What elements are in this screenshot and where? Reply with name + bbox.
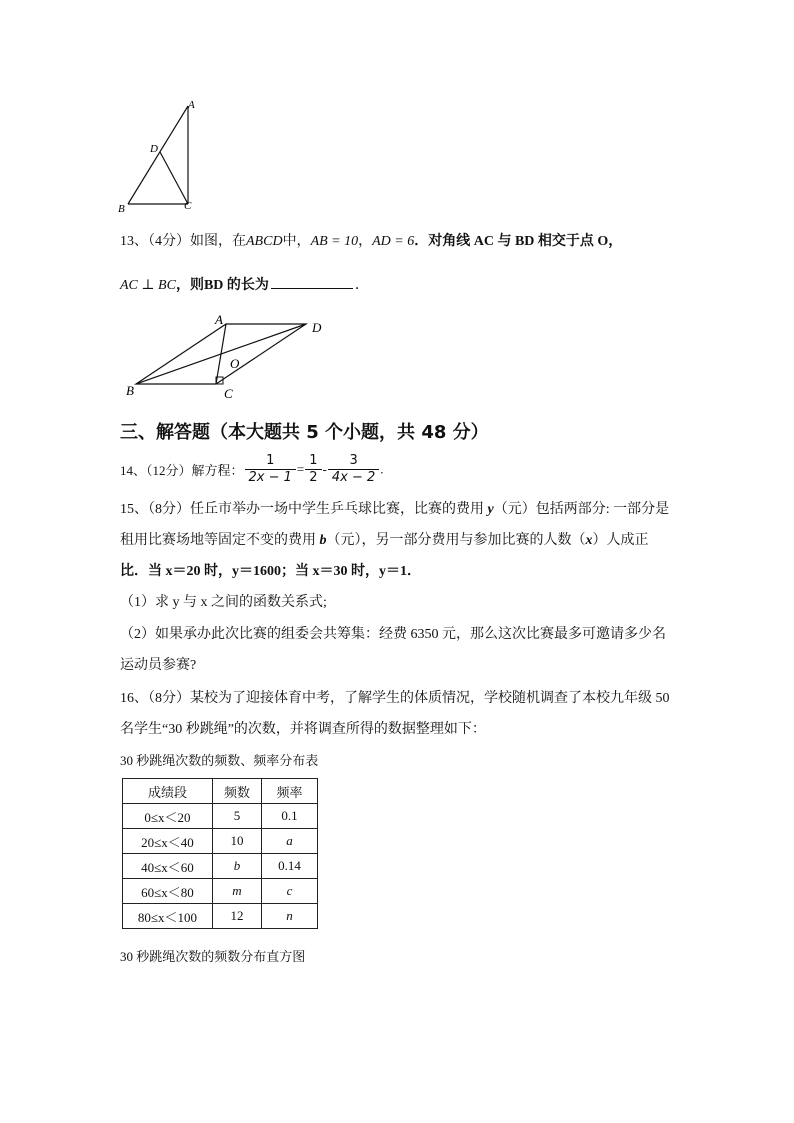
table-cell: b (213, 854, 262, 879)
table-row (123, 904, 318, 929)
table-cell: 80≤x＜100 (123, 904, 213, 929)
q15-sub1: （1）求 y 与 x 之间的函数关系式; (120, 595, 327, 610)
q15-l2-b-var: b (319, 533, 327, 548)
q14-f1-den: 2x − 1 (248, 470, 292, 485)
table-cell: n (262, 904, 318, 929)
q13-line2 (120, 274, 369, 294)
q13-end: ． (354, 278, 369, 293)
table-row (123, 879, 318, 904)
q14-line (120, 453, 384, 486)
q13-shape: ABCD (246, 234, 283, 249)
q15-sub2: （2）如果承办此次比赛的组委会共筹集：经费 6350 元，那么这次比赛最多可邀请多少名 (120, 627, 666, 642)
triangle-figure (110, 96, 210, 218)
label-a: A (188, 99, 195, 111)
q16-line2: 名学生“30 秒跳绳”的次数，并将调查所得的数据整理如下： (120, 722, 486, 737)
q13-sep: ， (358, 234, 373, 249)
q13-pts: （4分）如图，在 (148, 234, 246, 249)
q13-zhong: 中， (282, 234, 311, 249)
q15-line1 (120, 498, 669, 518)
q15-l2-b: （元），另一部分费用与参加比赛的人数（ (326, 533, 586, 548)
header-cell: 频数 (213, 779, 262, 804)
label-b: B (118, 203, 125, 215)
q15-l2-c: ）人成正 (592, 533, 649, 548)
table-cell: 60≤x＜80 (123, 879, 213, 904)
table-cell: m (213, 879, 262, 904)
table-row (123, 829, 318, 854)
frequency-table (122, 778, 318, 929)
q16-table-title: 30 秒跳绳次数的频数、频率分布表 (120, 753, 319, 768)
table-row (123, 804, 318, 829)
q14-f2-den: 2 (309, 470, 318, 485)
label-o: O (230, 356, 240, 371)
q14-fraction-3 (328, 453, 379, 486)
label-d: D (150, 143, 158, 155)
label-c: C (184, 200, 192, 212)
header-cell: 频率 (262, 779, 318, 804)
label-b: B (126, 383, 134, 398)
q15-sub2b: 运动员参赛? (120, 658, 197, 673)
q14-f1-num: 1 (245, 453, 296, 470)
table-header-row (123, 779, 318, 804)
q14-eq: = (296, 461, 305, 477)
q14-prefix: 14、（12分）解方程： (120, 463, 244, 478)
table-cell: 5 (213, 804, 262, 829)
table-cell: c (262, 879, 318, 904)
q14-f3-num: 3 (328, 453, 379, 470)
q14-f2-num: 1 (305, 453, 321, 470)
table-cell: 0.1 (262, 804, 318, 829)
q15-l2-a: 租用比赛场地等固定不变的费用 (120, 533, 320, 548)
q13-line1 (120, 230, 622, 250)
table-cell: 12 (213, 904, 262, 929)
table-cell: 0≤x＜20 (123, 804, 213, 829)
q14-fraction-1 (245, 453, 296, 486)
table-cell: 40≤x＜60 (123, 854, 213, 879)
q14-minus: - (322, 461, 327, 477)
header-cell: 成绩段 (123, 779, 213, 804)
table-cell: 10 (213, 829, 262, 854)
q15-line3: 比．当 x＝20 时，y＝1600；当 x＝30 时，y＝1． (120, 564, 421, 579)
q13-answer-blank (271, 274, 353, 289)
q13-ad: AD = 6 (372, 234, 415, 249)
parallelogram-figure (120, 312, 340, 402)
q15-l2-x: x (585, 533, 593, 548)
section-title: 三、解答题（本大题共 5 个小题，共 48 分） (120, 422, 489, 443)
q14-fraction-2 (305, 453, 321, 486)
q15-l1-b: （元）包括两部分: 一部分是 (493, 502, 670, 517)
q16-line1: 16、（8分）某校为了迎接体育中考，了解学生的体质情况，学校随机调查了本校九年级 50 (120, 691, 670, 706)
q15-l1-a: 15、（8分）任丘市举办一场中学生乒乓球比赛，比赛的费用 (120, 502, 488, 517)
q15-line2 (120, 529, 649, 549)
q13-rest: ．对角线 AC 与 BD 相交于点 O， (414, 234, 623, 249)
label-a: A (215, 312, 223, 327)
q13-perp: AC ⊥ BC (120, 278, 176, 293)
label-c: C (224, 386, 233, 401)
q16-hist-title: 30 秒跳绳次数的频数分布直方图 (120, 949, 306, 964)
q15-l1-y: y (487, 502, 494, 517)
table-cell: 0.14 (262, 854, 318, 879)
q14-f3-den: 4x − 2 (331, 470, 376, 485)
label-d: D (312, 320, 322, 335)
table-cell: 20≤x＜40 (123, 829, 213, 854)
diagonal-bd (136, 324, 306, 384)
segment-dc (160, 152, 188, 204)
q14-end: . (380, 461, 384, 477)
q13-ab: AB = 10 (310, 234, 359, 249)
q13-rest2: ，则BD 的长为 (175, 278, 269, 293)
q13-num: 13、 (120, 234, 148, 249)
table-row (123, 854, 318, 879)
segment-ba (128, 106, 188, 204)
table-cell: a (262, 829, 318, 854)
